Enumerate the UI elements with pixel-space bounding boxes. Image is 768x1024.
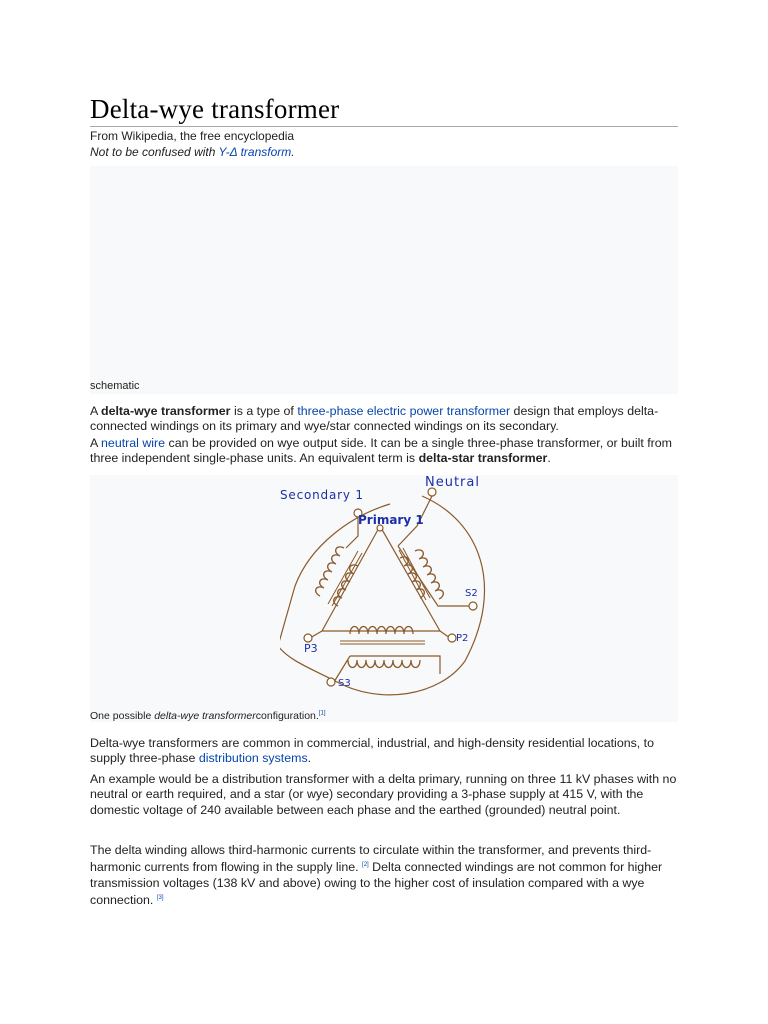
label-p2: P2: [456, 633, 469, 644]
distribution-systems-link[interactable]: distribution systems: [198, 751, 308, 766]
hatnote-suffix: .: [291, 145, 295, 159]
intro-text: A: [90, 404, 102, 418]
intro-text: design that employs delta-connected windings on its primary and wye/star connected windings on its secondary.: [90, 404, 659, 434]
reference-1[interactable]: [1]: [318, 710, 326, 717]
caption-text: One possible: [90, 710, 155, 722]
body-text: .: [307, 751, 312, 766]
coil-right-inner: [400, 557, 424, 598]
hatnote-link[interactable]: Y-Δ transform: [218, 145, 292, 159]
core-left: [328, 551, 358, 604]
body-paragraph-3: [90, 843, 680, 909]
label-p3: P3: [304, 642, 318, 655]
schematic-caption: schematic: [90, 380, 140, 392]
intro-paragraph-2: [90, 436, 680, 467]
label-s2: S2: [465, 588, 478, 599]
intro-text: A: [90, 436, 102, 450]
delta-wye-diagram: [280, 476, 500, 696]
body-paragraph-1: [90, 736, 680, 767]
primary-delta: [322, 526, 440, 631]
body-text: Delta-wye transformers are common in commercial, industrial, and high-density residential locations, to supply three-phase: [90, 736, 655, 766]
hatnote-prefix: Not to be confused with: [90, 145, 219, 159]
caption-text: configuration.: [255, 710, 319, 722]
body-paragraph-2: An example would be a distribution transformer with a delta primary, running on three 11 kV phases with no neutral or earth required, and a star (or wye) secondary providing a 3-phase supply at 415 V, with the domestic voltage of 240 available between each phase and the earthed (grounded) neutral point.: [90, 772, 677, 817]
caption-italic: delta-wye transformer: [154, 710, 256, 722]
hatnote: [90, 145, 295, 159]
intro-bold-term: delta-wye transformer: [101, 404, 231, 418]
terminal-p2: [448, 634, 456, 642]
intro-bold-term: delta-star transformer: [418, 451, 548, 466]
coil-bottom-lower: [348, 660, 420, 668]
terminal-p3: [304, 634, 312, 642]
label-primary1: Primary 1: [358, 513, 424, 527]
schematic-figure: [90, 166, 678, 394]
wye-leg-s3: [350, 656, 440, 674]
intro-text: is a type of: [230, 404, 298, 418]
coil-bottom-upper: [350, 627, 413, 635]
diagram-caption: [90, 710, 325, 722]
reference-2[interactable]: [2]: [362, 862, 369, 869]
terminal-s2: [469, 602, 477, 610]
core-left-2: [332, 553, 362, 606]
reference-3[interactable]: [3]: [156, 895, 164, 902]
intro-text: can be provided on wye output side. It can be a single three-phase transformer, or built from three independent single-phase units. An equivalent term is: [90, 436, 672, 466]
label-s3: S3: [338, 678, 351, 689]
site-tagline: From Wikipedia, the free encyclopedia: [90, 129, 295, 143]
terminal-s3: [327, 678, 335, 686]
coil-right-outer: [415, 550, 443, 599]
coil-left-inner: [334, 565, 358, 606]
label-neutral: Neutral: [425, 476, 480, 490]
three-phase-link[interactable]: three-phase electric power transformer: [297, 404, 511, 418]
body-text: Delta connected windings are not common for higher transmission voltages (138 kV and above) owing to the higher cost of insulation compared with a wye connection.: [90, 860, 663, 908]
neutral-wire-link[interactable]: neutral wire: [101, 436, 166, 450]
intro-text: .: [547, 451, 551, 466]
body-text: The delta winding allows third-harmonic currents to circulate within the transformer, and prevents third-harmonic currents from flowing in the supply line.: [90, 843, 652, 875]
intro-paragraph-1: [90, 404, 680, 435]
title-divider: [90, 126, 678, 127]
label-secondary1: Secondary 1: [280, 488, 364, 502]
page-title: Delta-wye transformer: [90, 94, 340, 124]
